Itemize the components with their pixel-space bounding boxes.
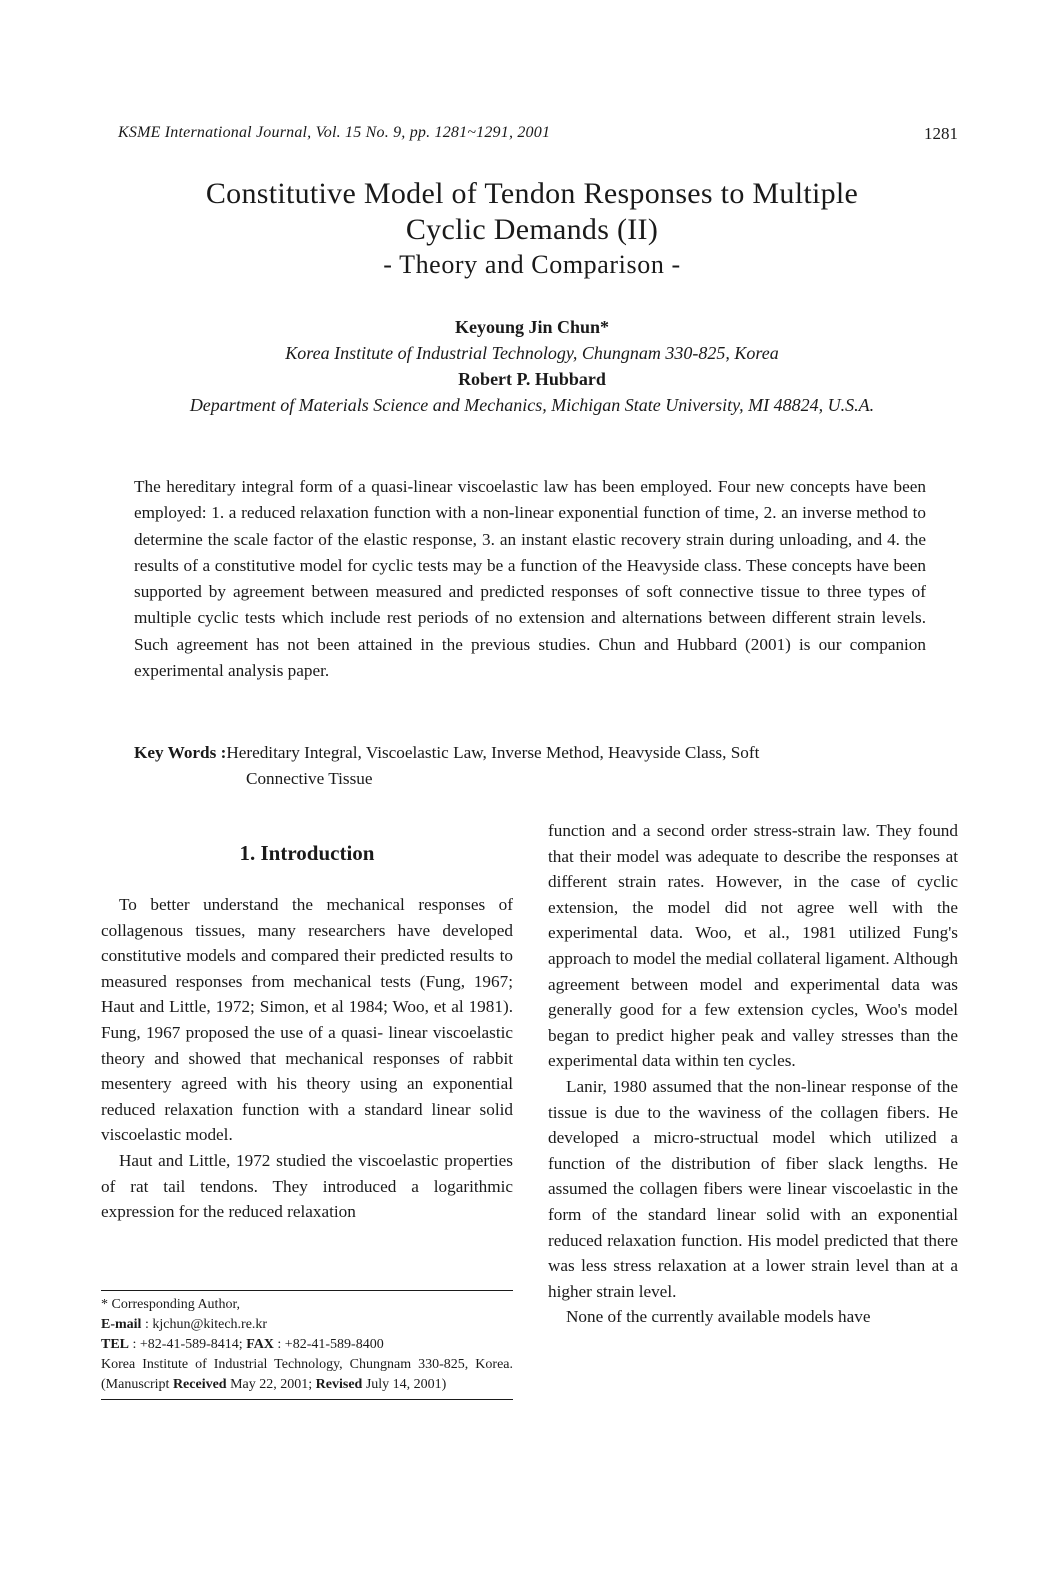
intro-paragraph-1: To better understand the mechanical responses of collagenous tissues, many researchers have developed constitutive models and compared their predicted results to measured responses from mechanical tests (Fung, 1967; Haut and Little, 1972; Simon, et al 1984; Woo, et al 1981). Fung, 1967 proposed the use of a quasi- linear viscoelastic theory and showed that mechanical responses of rabbit mesentery agreed with his theory using an exponential reduced relaxation function with a standard linear solid viscoelastic model.	[101, 895, 513, 1145]
intro-paragraph-3: Lanir, 1980 assumed that the non-linear response of the tissue is due to the waviness of the collagen fibers. He developed a micro-structual model which utilized a function of the distribution of fiber slack lengths. He assumed the collagen fibers were linear viscoelastic in the form of the standard linear solid with an exponential reduced relaxation function. His model predicted that there was less stress relaxation at a lower strain level than at a higher strain level.	[548, 1076, 958, 1301]
footnote-email-label: E-mail	[101, 1317, 142, 1332]
footnote-rule-top	[101, 1290, 513, 1291]
footnote-tel: : +82-41-589-8414;	[129, 1337, 247, 1352]
page-number: 1281	[924, 124, 958, 143]
paper-title-line-2: Cyclic Demands (II)	[405, 213, 659, 246]
right-column	[548, 818, 958, 1330]
intro-paragraph-2-continued: function and a second order stress-strain law. They found that their model was adequate to describe the responses at different strain rates. However, in the case of cyclic extension, the model did not agree well with the experimental data. Woo, et al., 1981 utilized Fung's approach to model the medial collateral ligament. Although agreement between model and experimental data was generally good for a few extension cycles, Woo's model began to predict higher peak and valley stresses than the experimental data within ten cycles.	[548, 821, 958, 1071]
abstract: The hereditary integral form of a quasi-linear viscoelastic law has been employed. Four new concepts have been employed: 1. a reduced relaxation function with a non-linear exponential function of time, 2. an inverse method to determine the scale factor of the elastic response, 3. an instant elastic recovery strain during unloading, and 4. the results of a constitutive model for cyclic tests may be a function of the Heavyside class. These concepts have been supported by agreement between measured and predicted responses of soft connective tissue to three types of multiple cyclic tests which include rest periods of no extension and alternations between different strain levels. Such agreement has not been attained in the previous studies. Chun and Hubbard (2001) is our companion experimental analysis paper.	[134, 477, 926, 681]
footnote-received-label: Received	[172, 1377, 227, 1392]
footnote-fax: : +82-41-589-8400	[273, 1337, 384, 1352]
footnote-email: : kjchun@kitech.re.kr	[141, 1317, 268, 1332]
footnote	[101, 1290, 513, 1400]
footnote-address-line	[101, 1355, 513, 1395]
intro-paragraph-4: None of the currently available models have	[566, 1307, 871, 1327]
footnote-email-line	[101, 1315, 513, 1335]
footnote-tel-label: TEL	[101, 1337, 130, 1352]
author-affiliation-2: Department of Materials Science and Mechanics, Michigan State University, MI 48824, U.S.A.	[189, 395, 875, 415]
footnote-phone-line	[101, 1335, 513, 1355]
footnote-fax-label: FAX	[246, 1337, 274, 1352]
author-name-2: Robert P. Hubbard	[458, 369, 606, 389]
footnote-revised-label: Revised	[315, 1377, 363, 1392]
keywords-line-2: Connective Tissue	[246, 769, 373, 788]
left-column	[101, 838, 513, 1225]
keywords	[134, 740, 926, 792]
footnote-received: May 22, 2001;	[226, 1377, 316, 1392]
paper-title-line-1: Constitutive Model of Tendon Responses to Multiple	[205, 177, 859, 210]
running-head: KSME International Journal, Vol. 15 No. 9, pp. 1281~1291, 2001	[118, 124, 551, 141]
title-block	[80, 176, 984, 282]
footnote-corresponding: * Corresponding Author,	[101, 1297, 241, 1312]
author-block	[80, 314, 984, 418]
section-heading-introduction: 1. Introduction	[239, 841, 375, 865]
intro-paragraph-2: Haut and Little, 1972 studied the viscoelastic properties of rat tail tendons. They introduced a logarithmic expression for the reduced relaxation	[101, 1150, 513, 1222]
keywords-label: Key Words :	[134, 743, 227, 762]
keywords-line-1: Hereditary Integral, Viscoelastic Law, Inverse Method, Heavyside Class, Soft	[226, 743, 760, 762]
footnote-rule-bottom	[101, 1399, 513, 1400]
author-name-1: Keyoung Jin Chun*	[454, 317, 610, 337]
author-affiliation-1: Korea Institute of Industrial Technology, Chungnam 330-825, Korea	[285, 343, 779, 363]
paper-subtitle: - Theory and Comparison -	[383, 250, 681, 279]
footnote-revised: July 14, 2001)	[362, 1377, 447, 1392]
footnote-address: Korea Institute of Industrial Technology, Chungnam 330-825, Korea. (Manuscript	[101, 1357, 513, 1392]
